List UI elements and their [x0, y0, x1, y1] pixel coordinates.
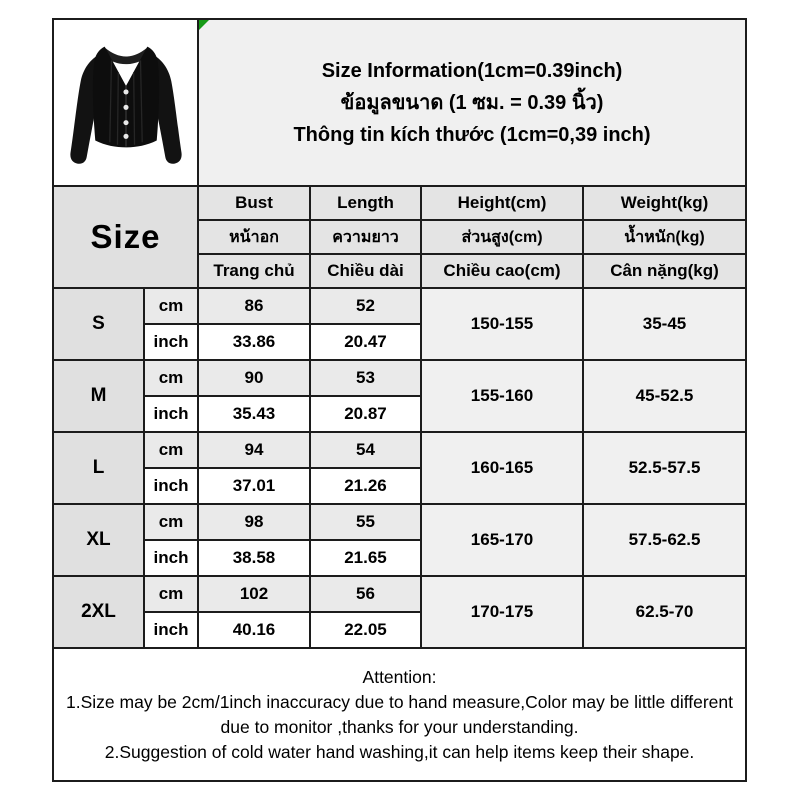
bust-cm-xl: 98 [198, 504, 310, 540]
col-header-height-vi: Chiều cao(cm) [421, 254, 583, 288]
table-row [53, 288, 746, 324]
attention-title: Attention: [362, 666, 437, 687]
unit-inch: inch [144, 540, 198, 576]
length-inch-2xl: 22.05 [310, 612, 421, 648]
weight-m: 45-52.5 [583, 360, 746, 432]
weight-s: 35-45 [583, 288, 746, 360]
weight-l: 52.5-57.5 [583, 432, 746, 504]
size-label-l: L [53, 432, 144, 504]
unit-cm: cm [144, 432, 198, 468]
unit-inch: inch [144, 468, 198, 504]
height-2xl: 170-175 [421, 576, 583, 648]
unit-inch: inch [144, 324, 198, 360]
attention-note-2: 2.Suggestion of cold water hand washing,it can help items keep their shape. [104, 741, 695, 762]
length-inch-l: 21.26 [310, 468, 421, 504]
length-inch-s: 20.47 [310, 324, 421, 360]
bust-cm-2xl: 102 [198, 576, 310, 612]
cardigan-illustration [62, 28, 190, 178]
table-row [53, 432, 746, 468]
height-xl: 165-170 [421, 504, 583, 576]
col-header-height-th: ส่วนสูง(cm) [421, 220, 583, 254]
product-image [54, 20, 197, 185]
height-m: 155-160 [421, 360, 583, 432]
height-l: 160-165 [421, 432, 583, 504]
attention-section [53, 648, 746, 781]
bust-inch-l: 37.01 [198, 468, 310, 504]
length-cm-2xl: 56 [310, 576, 421, 612]
height-s: 150-155 [421, 288, 583, 360]
size-chart-table [52, 18, 747, 782]
col-header-length-vi: Chiều dài [310, 254, 421, 288]
title-english: Size Information(1cm=0.39inch) [321, 59, 623, 82]
bust-cm-l: 94 [198, 432, 310, 468]
bust-cm-s: 86 [198, 288, 310, 324]
table-row [53, 360, 746, 396]
table-row [53, 576, 746, 612]
size-label-2xl: 2XL [53, 576, 144, 648]
product-image-cell [53, 19, 198, 186]
col-header-bust-en: Bust [198, 186, 310, 220]
table-row [53, 504, 746, 540]
size-label-xl: XL [53, 504, 144, 576]
col-header-bust-th: หน้าอก [198, 220, 310, 254]
length-cm-m: 53 [310, 360, 421, 396]
unit-inch: inch [144, 396, 198, 432]
col-header-length-en: Length [310, 186, 421, 220]
col-header-bust-vi: Trang chủ [198, 254, 310, 288]
attention-note-1: 1.Size may be 2cm/1inch inaccuracy due to hand measure,Color may be little different due to monitor ,thanks for your understanding. [66, 691, 733, 737]
col-header-weight-th: น้ำหนัก(kg) [583, 220, 746, 254]
unit-cm: cm [144, 576, 198, 612]
green-corner-marker-icon [199, 20, 209, 30]
title-thai: ข้อมูลขนาด (1 ซม. = 0.39 นิ้ว) [340, 91, 604, 114]
title-cell [198, 19, 746, 186]
col-header-height-en: Height(cm) [421, 186, 583, 220]
size-header: Size [53, 186, 198, 288]
weight-xl: 57.5-62.5 [583, 504, 746, 576]
col-header-length-th: ความยาว [310, 220, 421, 254]
title-vietnamese: Thông tin kích thước (1cm=0,39 inch) [293, 123, 651, 146]
bust-inch-xl: 38.58 [198, 540, 310, 576]
col-header-weight-vi: Cân nặng(kg) [583, 254, 746, 288]
unit-inch: inch [144, 612, 198, 648]
bust-inch-s: 33.86 [198, 324, 310, 360]
unit-cm: cm [144, 288, 198, 324]
size-label-s: S [53, 288, 144, 360]
bust-cm-m: 90 [198, 360, 310, 396]
weight-2xl: 62.5-70 [583, 576, 746, 648]
unit-cm: cm [144, 360, 198, 396]
length-cm-s: 52 [310, 288, 421, 324]
bust-inch-m: 35.43 [198, 396, 310, 432]
bust-inch-2xl: 40.16 [198, 612, 310, 648]
unit-cm: cm [144, 504, 198, 540]
length-inch-m: 20.87 [310, 396, 421, 432]
length-cm-xl: 55 [310, 504, 421, 540]
length-inch-xl: 21.65 [310, 540, 421, 576]
length-cm-l: 54 [310, 432, 421, 468]
size-label-m: M [53, 360, 144, 432]
col-header-weight-en: Weight(kg) [583, 186, 746, 220]
